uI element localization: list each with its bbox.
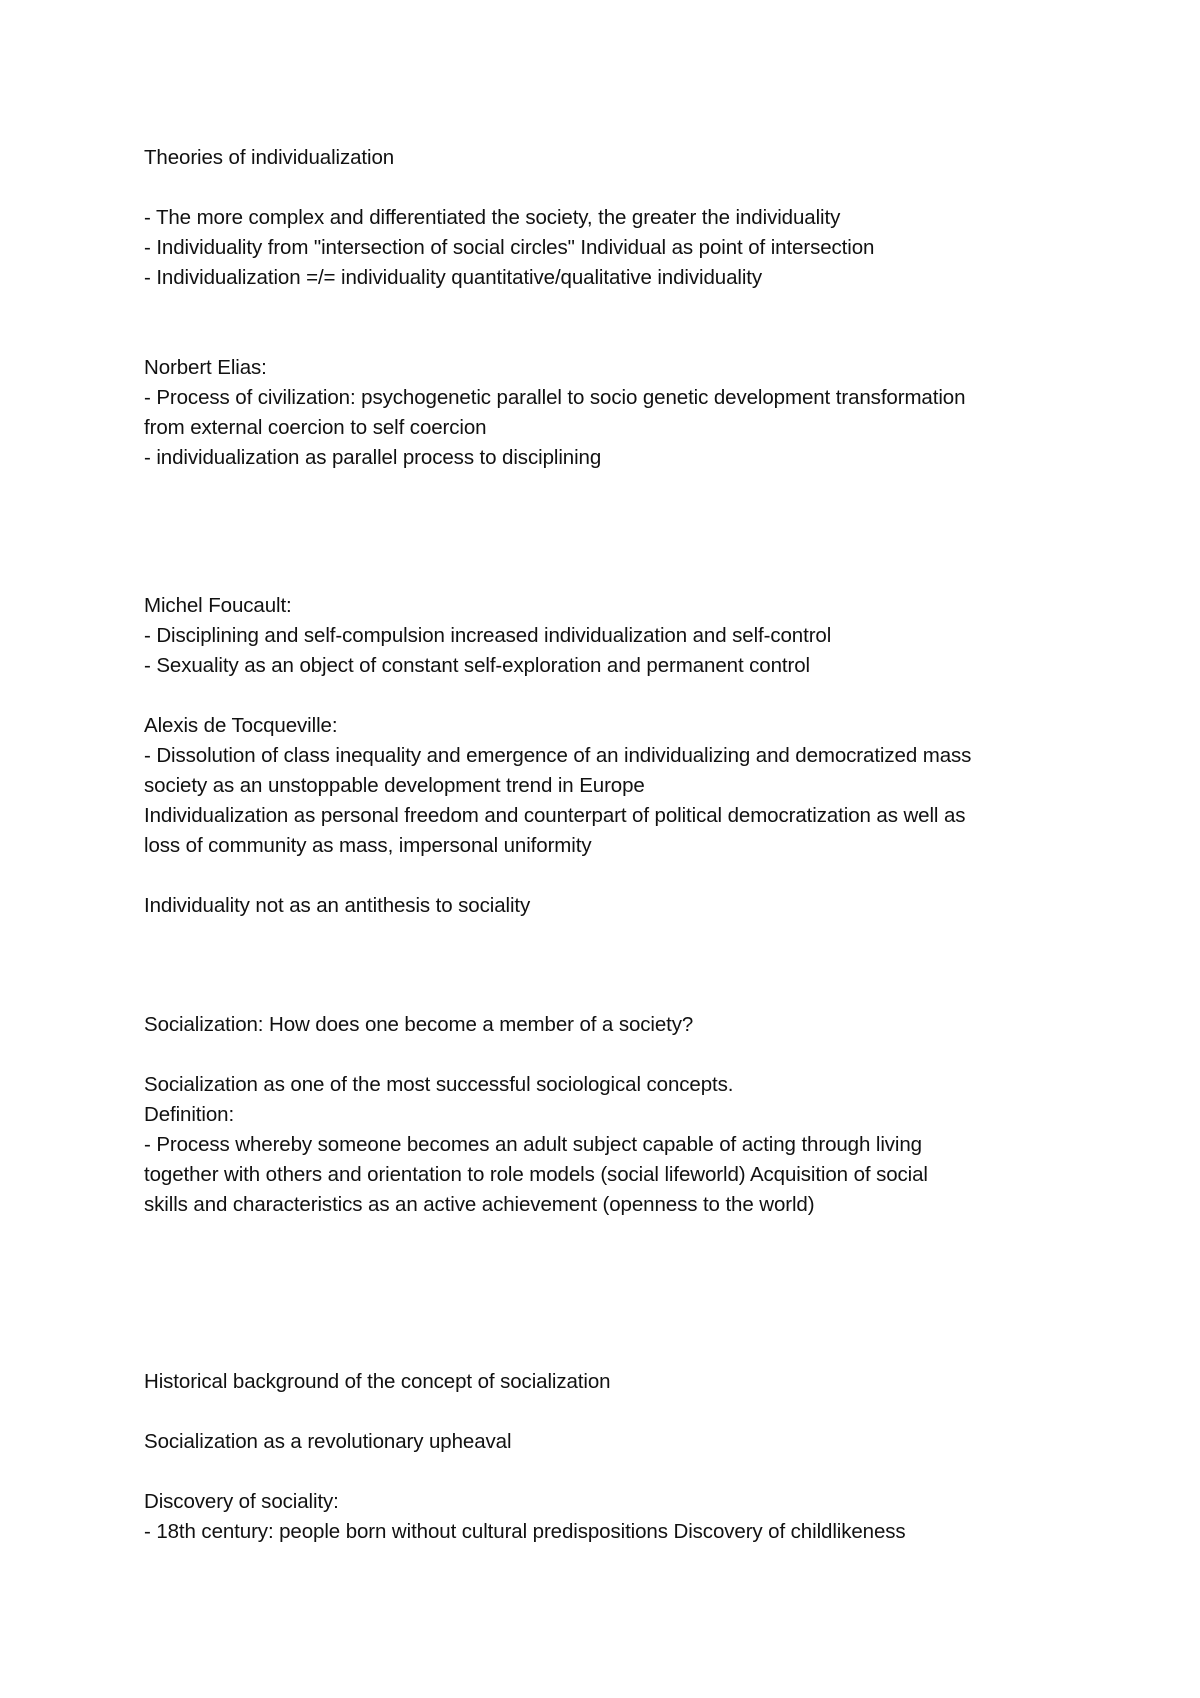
text-line: - Disciplining and self-compulsion increased individualization and self-control: [144, 624, 832, 647]
heading-norbert-elias: Norbert Elias:: [144, 356, 267, 379]
text-line: Socialization as one of the most successful sociological concepts.: [144, 1073, 734, 1096]
text-line: - Dissolution of class inequality and emergence of an individualizing and democratized mass: [144, 744, 972, 767]
text-line: - Process of civilization: psychogenetic parallel to socio genetic development transformation: [144, 386, 966, 409]
text-line: Individualization as personal freedom and counterpart of political democratization as well as: [144, 804, 966, 827]
heading-socialization: Socialization: How does one become a member of a society?: [144, 1013, 694, 1036]
text-line: society as an unstoppable development trend in Europe: [144, 774, 645, 797]
text-line: - individualization as parallel process to disciplining: [144, 446, 602, 469]
text-line: Individuality not as an antithesis to sociality: [144, 894, 531, 917]
text-line: Socialization as a revolutionary upheaval: [144, 1430, 512, 1453]
text-line: - Process whereby someone becomes an adult subject capable of acting through living: [144, 1133, 922, 1156]
heading-historical-background: Historical background of the concept of socialization: [144, 1370, 611, 1393]
text-line: - Individualization =/= individuality quantitative/qualitative individuality: [144, 266, 763, 289]
text-line: together with others and orientation to role models (social lifeworld) Acquisition of social: [144, 1163, 928, 1186]
text-line: - The more complex and differentiated the society, the greater the individuality: [144, 206, 841, 229]
text-line: skills and characteristics as an active achievement (openness to the world): [144, 1193, 815, 1216]
text-line: loss of community as mass, impersonal uniformity: [144, 834, 592, 857]
text-line: - 18th century: people born without cultural predispositions Discovery of childlikeness: [144, 1520, 906, 1543]
heading-alexis-de-tocqueville: Alexis de Tocqueville:: [144, 714, 338, 737]
heading-discovery-of-sociality: Discovery of sociality:: [144, 1490, 339, 1513]
text-line: - Individuality from "intersection of social circles" Individual as point of intersection: [144, 236, 875, 259]
heading-theories-of-individualization: Theories of individualization: [144, 146, 395, 169]
heading-definition: Definition:: [144, 1103, 235, 1126]
heading-michel-foucault: Michel Foucault:: [144, 594, 292, 617]
text-line: from external coercion to self coercion: [144, 416, 487, 439]
text-line: - Sexuality as an object of constant self-exploration and permanent control: [144, 654, 810, 677]
